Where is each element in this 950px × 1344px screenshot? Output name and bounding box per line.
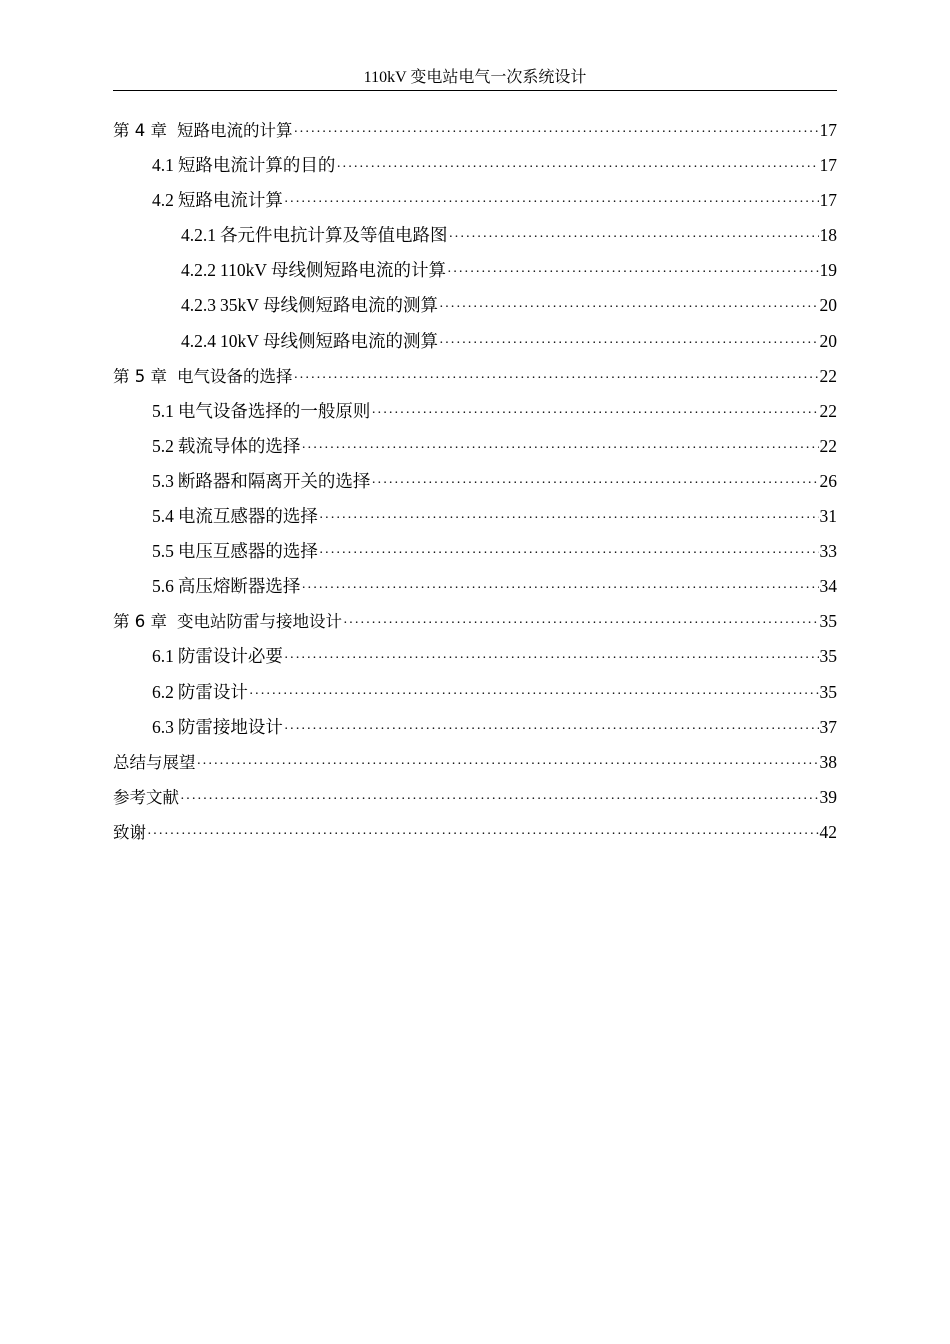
- toc-dot-leader: [336, 150, 818, 185]
- toc-entry[interactable]: [113, 499, 837, 534]
- toc-entry[interactable]: [113, 183, 837, 218]
- toc-entry-number: 6.3: [152, 716, 174, 737]
- toc-entry-title: 电压互感器的选择: [177, 541, 318, 562]
- table-of-contents: [113, 113, 837, 850]
- toc-entry-number: 第 5 章: [113, 366, 167, 386]
- toc-entry-number: 4.2: [152, 190, 174, 211]
- toc-entry-page-number: 22: [819, 435, 837, 456]
- toc-entry-page-number: 38: [819, 751, 837, 772]
- toc-entry-page-number: 33: [819, 541, 837, 562]
- toc-entry-page-number: 20: [819, 330, 837, 351]
- toc-entry-title: 变电站防雷与接地设计: [177, 612, 342, 632]
- toc-dot-leader: [147, 817, 819, 852]
- toc-entry-title: 短路电流计算的目的: [177, 155, 336, 176]
- toc-entry-page-number: 42: [819, 821, 837, 842]
- toc-entry-title: 致谢: [113, 822, 146, 842]
- toc-entry-title: 总结与展望: [113, 752, 196, 772]
- toc-entry[interactable]: [113, 394, 837, 429]
- toc-entry[interactable]: [113, 324, 837, 359]
- toc-entry-title: 载流导体的选择: [177, 435, 301, 456]
- toc-entry[interactable]: [113, 604, 837, 639]
- toc-entry[interactable]: [113, 464, 837, 499]
- toc-entry-title: 各元件电抗计算及等值电路图: [220, 225, 448, 246]
- toc-dot-leader: [371, 466, 818, 501]
- toc-entry-title: 35kV 母线侧短路电流的测算: [220, 295, 438, 316]
- toc-entry-title: 断路器和隔离开关的选择: [177, 470, 371, 491]
- document-title: 110kV 变电站电气一次系统设计: [363, 69, 587, 86]
- toc-dot-leader: [447, 255, 818, 290]
- toc-entry-page-number: 17: [819, 120, 837, 140]
- toc-entry-title: 短路电流计算: [177, 190, 283, 211]
- toc-entry-page-number: 35: [819, 646, 837, 667]
- toc-entry-title: 防雷接地设计: [177, 716, 283, 737]
- toc-entry-page-number: 37: [819, 716, 837, 737]
- toc-entry-number: 4.2.4: [181, 330, 216, 351]
- toc-entry-title: 防雷设计: [177, 681, 248, 702]
- toc-entry-number: 5.2: [152, 435, 174, 456]
- toc-entry[interactable]: [113, 218, 837, 253]
- toc-dot-leader: [294, 361, 819, 396]
- toc-dot-leader: [284, 185, 819, 220]
- toc-entry-title: 110kV 母线侧短路电流的计算: [220, 260, 447, 281]
- toc-dot-leader: [301, 431, 818, 466]
- toc-entry[interactable]: [113, 815, 837, 850]
- toc-entry-page-number: 22: [819, 400, 837, 421]
- toc-entry-page-number: 34: [819, 576, 837, 597]
- toc-dot-leader: [294, 115, 819, 150]
- page-header: [113, 66, 837, 91]
- toc-entry-number: 4.1: [152, 155, 174, 176]
- toc-dot-leader: [249, 677, 819, 712]
- toc-entry-number: 5.6: [152, 576, 174, 597]
- toc-entry-page-number: 31: [819, 506, 837, 527]
- toc-entry-title: 参考文献: [113, 787, 179, 807]
- toc-dot-leader: [371, 396, 818, 431]
- toc-entry-number: 4.2.1: [181, 225, 216, 246]
- toc-dot-leader: [301, 571, 818, 606]
- toc-entry[interactable]: [113, 534, 837, 569]
- toc-dot-leader: [284, 712, 819, 747]
- toc-entry[interactable]: [113, 253, 837, 288]
- toc-dot-leader: [343, 606, 819, 641]
- toc-entry-number: 4.2.3: [181, 295, 216, 316]
- toc-entry[interactable]: [113, 569, 837, 604]
- toc-entry-page-number: 35: [819, 681, 837, 702]
- toc-entry[interactable]: [113, 745, 837, 780]
- toc-entry-number: 第 4 章: [113, 121, 167, 140]
- toc-entry-number: 5.1: [152, 400, 174, 421]
- toc-entry-page-number: 20: [819, 295, 837, 316]
- toc-entry[interactable]: [113, 780, 837, 815]
- toc-entry[interactable]: [113, 639, 837, 674]
- toc-entry-title: 短路电流的计算: [177, 121, 293, 140]
- toc-dot-leader: [180, 782, 819, 817]
- toc-entry-title: 电流互感器的选择: [177, 506, 318, 527]
- toc-entry-number: 5.5: [152, 541, 174, 562]
- toc-entry-page-number: 19: [819, 260, 837, 281]
- toc-entry-page-number: 17: [819, 190, 837, 211]
- toc-entry-title: 电气设备的选择: [177, 366, 293, 386]
- toc-entry-number: 第 6 章: [113, 612, 167, 632]
- toc-dot-leader: [319, 536, 819, 571]
- toc-dot-leader: [284, 641, 819, 676]
- toc-entry-number: 6.2: [152, 681, 174, 702]
- toc-entry-page-number: 18: [819, 225, 837, 246]
- toc-entry-page-number: 26: [819, 470, 837, 491]
- toc-entry[interactable]: [113, 710, 837, 745]
- toc-entry-number: 5.4: [152, 506, 174, 527]
- toc-entry[interactable]: [113, 675, 837, 710]
- toc-entry-page-number: 35: [819, 611, 837, 632]
- toc-entry[interactable]: [113, 429, 837, 464]
- toc-entry-title: 高压熔断器选择: [177, 576, 301, 597]
- toc-entry-page-number: 22: [819, 365, 837, 386]
- toc-dot-leader: [439, 290, 819, 325]
- toc-dot-leader: [319, 501, 819, 536]
- toc-dot-leader: [439, 326, 819, 361]
- toc-entry[interactable]: [113, 148, 837, 183]
- toc-entry-page-number: 39: [819, 786, 837, 807]
- toc-entry[interactable]: [113, 113, 837, 148]
- toc-dot-leader: [449, 220, 819, 255]
- toc-entry-page-number: 17: [819, 155, 837, 176]
- toc-entry-number: 5.3: [152, 470, 174, 491]
- toc-entry-title: 10kV 母线侧短路电流的测算: [220, 330, 438, 351]
- toc-dot-leader: [197, 747, 819, 782]
- toc-entry-title: 防雷设计必要: [177, 646, 283, 667]
- toc-entry-number: 4.2.2: [181, 260, 216, 281]
- toc-entry[interactable]: [113, 359, 837, 394]
- toc-entry[interactable]: [113, 288, 837, 323]
- toc-entry-title: 电气设备选择的一般原则: [177, 400, 371, 421]
- toc-entry-number: 6.1: [152, 646, 174, 667]
